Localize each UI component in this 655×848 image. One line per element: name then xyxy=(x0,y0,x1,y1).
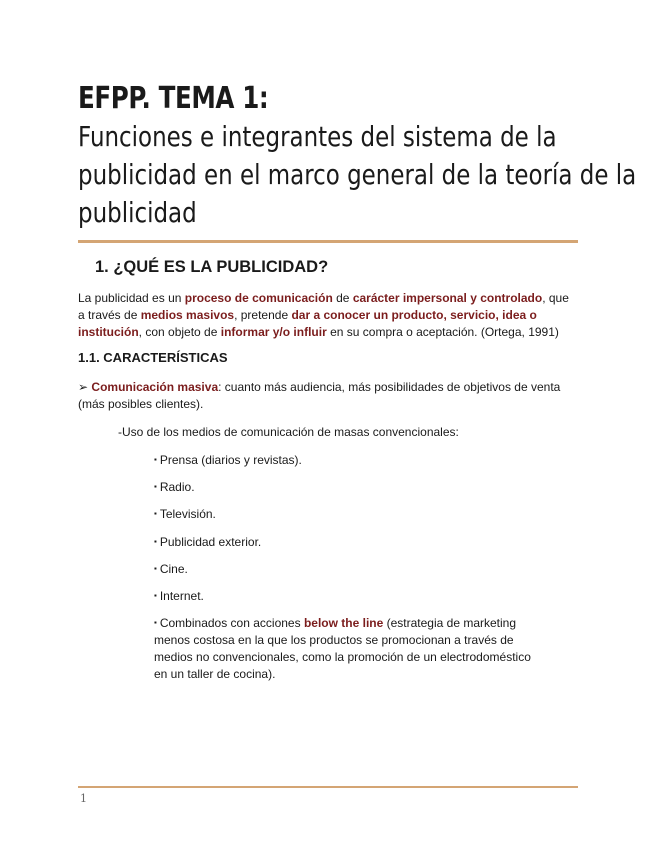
text-run: en su compra o aceptación. (Ortega, 1991) xyxy=(326,325,559,339)
text-run: , que a través de xyxy=(78,291,569,322)
arrow-bullet-icon: ➢ xyxy=(78,380,89,394)
list-item-below-the-line xyxy=(154,614,544,683)
square-bullet-icon: ▪ xyxy=(154,618,157,627)
highlight-run: medios masivos xyxy=(140,308,235,322)
title-line-1: EFPP. TEMA 1: xyxy=(78,81,269,116)
characteristic-item xyxy=(78,379,578,413)
list-item xyxy=(154,587,204,605)
text-run: , con objeto de xyxy=(138,325,221,339)
square-bullet-icon: ▪ xyxy=(154,482,157,491)
text-run: (estrategia de marketing menos costosa en la que los productos se promocionan a través de medios no convencionales, como la promoción de un electrodoméstico en un taller de cocina). xyxy=(154,616,531,681)
section-heading-1-1: 1.1. CARACTERÍSTICAS xyxy=(78,350,228,365)
text-run: Combinados con acciones xyxy=(159,616,304,630)
text-run: La publicidad es un xyxy=(78,291,185,305)
square-bullet-icon: ▪ xyxy=(154,564,157,573)
square-bullet-icon: ▪ xyxy=(154,537,157,546)
list-item xyxy=(154,505,216,523)
title-line-2: Funciones e integrantes del sistema de la xyxy=(78,120,557,153)
square-bullet-icon: ▪ xyxy=(154,509,157,518)
list-item xyxy=(154,451,302,469)
footer-divider xyxy=(78,786,578,788)
title-divider xyxy=(78,240,578,243)
list-item-text: Radio. xyxy=(159,480,195,494)
media-intro: -Uso de los medios de comunicación de masas convencionales: xyxy=(118,425,459,439)
square-bullet-icon: ▪ xyxy=(154,591,157,600)
list-item-text: Prensa (diarios y revistas). xyxy=(159,453,302,467)
definition-paragraph xyxy=(78,290,578,341)
list-item xyxy=(154,478,195,496)
title-subtitle xyxy=(78,118,637,232)
square-bullet-icon: ▪ xyxy=(154,455,157,464)
highlight-run: Comunicación masiva xyxy=(91,380,219,394)
page-number: 1 xyxy=(80,792,87,805)
list-item-text: Publicidad exterior. xyxy=(159,535,262,549)
text-run: : cuanto más audiencia, más posibilidades de objetivos de venta (más posibles clientes). xyxy=(78,380,561,411)
document-title xyxy=(78,81,637,232)
highlight-run: below the line xyxy=(303,616,384,630)
text-run: , pretende xyxy=(234,308,292,322)
list-item xyxy=(154,533,261,551)
text-run: de xyxy=(332,291,353,305)
list-item-text: Internet. xyxy=(159,589,204,603)
title-line-4: publicidad xyxy=(78,196,197,229)
highlight-run: proceso de comunicación xyxy=(184,291,333,305)
list-item xyxy=(154,560,188,578)
highlight-run: dar a conocer un producto, servicio, idea o institución xyxy=(78,308,537,339)
title-line-3: publicidad en el marco general de la teoría de la xyxy=(78,158,637,191)
list-item-text: Televisión. xyxy=(159,507,216,521)
highlight-run: informar y/o influir xyxy=(220,325,327,339)
highlight-run: carácter impersonal y controlado xyxy=(352,291,543,305)
section-heading-1: 1. ¿QUÉ ES LA PUBLICIDAD? xyxy=(95,258,329,276)
list-item-text: Cine. xyxy=(159,562,188,576)
